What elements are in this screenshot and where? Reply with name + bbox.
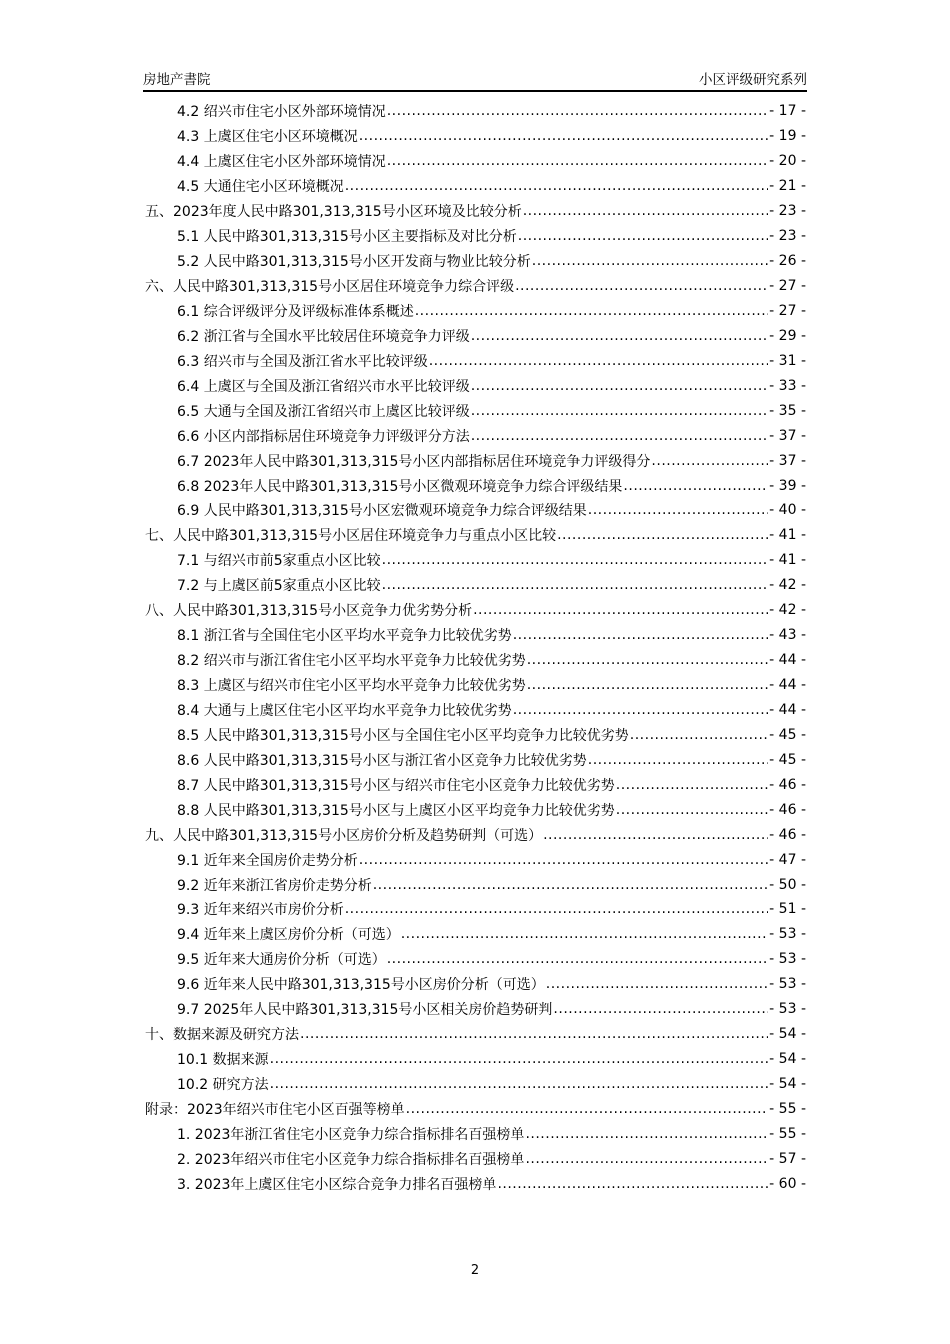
- toc-entry-page: - 41 -: [769, 552, 806, 569]
- toc-entry-title: 10.2 研究方法: [177, 1077, 269, 1094]
- toc-entry-page: - 37 -: [769, 452, 806, 469]
- dot-leader: [616, 777, 768, 793]
- toc-entry-page: - 43 -: [769, 627, 806, 644]
- toc-entry-page: - 54 -: [769, 1076, 806, 1093]
- toc-entry-title: 4.2 绍兴市住宅小区外部环境情况: [177, 104, 386, 121]
- dot-leader: [471, 378, 768, 394]
- toc-entry-page: - 29 -: [769, 327, 806, 344]
- header-series: 小区评级研究系列: [699, 72, 807, 88]
- toc-entry[interactable]: [145, 872, 806, 897]
- toc-entry-page: - 53 -: [769, 1001, 806, 1018]
- toc-entry-page: - 21 -: [769, 178, 806, 195]
- dot-leader: [588, 502, 768, 518]
- dot-leader: [300, 1026, 768, 1042]
- toc-entry[interactable]: [145, 224, 806, 249]
- toc-entry-title: 10.1 数据来源: [177, 1052, 269, 1069]
- toc-entry[interactable]: [145, 323, 806, 348]
- toc-entry-page: - 27 -: [769, 302, 806, 319]
- toc-entry-page: - 53 -: [769, 926, 806, 943]
- toc-entry-title: 6.1 综合评级评分及评级标准体系概述: [177, 303, 414, 320]
- dot-leader: [471, 428, 768, 444]
- toc-entry-page: - 54 -: [769, 1051, 806, 1068]
- toc-entry-title: 8.4 大通与上虞区住宅小区平均水平竞争力比较优劣势: [177, 702, 512, 719]
- toc-entry-title: 6.6 小区内部指标居住环境竞争力评级评分方法: [177, 428, 470, 445]
- dot-leader: [359, 852, 768, 868]
- dot-leader: [623, 478, 768, 494]
- dot-leader: [415, 303, 768, 319]
- toc-entry-page: - 53 -: [769, 951, 806, 968]
- toc-entry-title: 6.7 2023年人民中路301,313,315号小区内部指标居住环境竞争力评级得分: [177, 453, 651, 470]
- toc-entry[interactable]: [145, 1171, 806, 1196]
- toc-entry-page: - 45 -: [769, 751, 806, 768]
- dot-leader: [553, 1001, 768, 1017]
- dot-leader: [270, 1051, 769, 1067]
- toc-entry-title: 九、人民中路301,313,315号小区房价分析及趋势研判（可选）: [145, 827, 543, 844]
- toc-entry-page: - 31 -: [769, 352, 806, 369]
- toc-entry-title: 9.5 近年来大通房价分析（可选）: [177, 952, 386, 969]
- toc-entry-page: - 50 -: [769, 876, 806, 893]
- toc-entry-title: 6.2 浙江省与全国水平比较居住环境竞争力评级: [177, 328, 470, 345]
- toc-entry-title: 9.6 近年来人民中路301,313,315号小区房价分析（可选）: [177, 977, 545, 994]
- toc-entry[interactable]: [145, 249, 806, 274]
- toc-entry[interactable]: [145, 124, 806, 149]
- toc-entry-page: - 40 -: [769, 502, 806, 519]
- toc-entry-title: 六、人民中路301,313,315号小区居住环境竞争力综合评级: [145, 279, 515, 296]
- toc-entry[interactable]: [145, 997, 806, 1022]
- dot-leader: [471, 403, 768, 419]
- toc-entry-title: 7.2 与上虞区前5家重点小区比较: [177, 578, 381, 595]
- toc-entry[interactable]: [145, 448, 806, 473]
- dot-leader: [513, 702, 768, 718]
- toc-entry-title: 9.4 近年来上虞区房价分析（可选）: [177, 927, 400, 944]
- toc-entry[interactable]: [145, 598, 806, 623]
- toc-entry-page: - 19 -: [769, 128, 806, 145]
- dot-leader: [543, 827, 768, 843]
- dot-leader: [525, 1151, 768, 1167]
- toc-entry[interactable]: [145, 1121, 806, 1146]
- toc-entry-page: - 17 -: [769, 103, 806, 120]
- toc-entry-title: 五、2023年度人民中路301,313,315号小区环境及比较分析: [145, 204, 522, 221]
- toc-entry-page: - 46 -: [769, 776, 806, 793]
- toc-entry[interactable]: [145, 847, 806, 872]
- dot-leader: [429, 353, 768, 369]
- toc-entry[interactable]: [145, 348, 806, 373]
- toc-entry-page: - 55 -: [769, 1125, 806, 1142]
- toc-entry-page: - 39 -: [769, 477, 806, 494]
- dot-leader: [373, 877, 768, 893]
- dot-leader: [616, 802, 768, 818]
- toc-entry[interactable]: [145, 623, 806, 648]
- dot-leader: [630, 727, 768, 743]
- toc-entry[interactable]: [145, 673, 806, 698]
- toc-entry-title: 9.2 近年来浙江省房价走势分析: [177, 877, 372, 894]
- toc-entry[interactable]: [145, 523, 806, 548]
- toc-entry[interactable]: [145, 548, 806, 573]
- toc-entry[interactable]: [145, 772, 806, 797]
- dot-leader: [525, 1126, 768, 1142]
- dot-leader: [557, 527, 768, 543]
- dot-leader: [387, 103, 768, 119]
- toc-entry-page: - 33 -: [769, 377, 806, 394]
- dot-leader: [523, 203, 768, 219]
- page-number: 2: [470, 1263, 480, 1278]
- toc-entry[interactable]: [145, 199, 806, 224]
- dot-leader: [651, 453, 768, 469]
- toc-entry[interactable]: [145, 822, 806, 847]
- toc-entry-title: 4.3 上虞区住宅小区环境概况: [177, 129, 358, 146]
- dot-leader: [527, 677, 768, 693]
- toc-entry-title: 附录：2023年绍兴市住宅小区百强等榜单: [145, 1101, 405, 1118]
- toc-entry-page: - 23 -: [769, 203, 806, 220]
- dot-leader: [515, 278, 768, 294]
- dot-leader: [406, 1101, 769, 1117]
- toc-entry-title: 6.5 大通与全国及浙江省绍兴市上虞区比较评级: [177, 403, 470, 420]
- toc-entry[interactable]: [145, 972, 806, 997]
- toc-entry-title: 2. 2023年绍兴市住宅小区竞争力综合指标排名百强榜单: [177, 1151, 525, 1168]
- toc-entry-title: 6.9 人民中路301,313,315号小区宏微观环境竞争力综合评级结果: [177, 503, 587, 520]
- toc-entry[interactable]: [145, 947, 806, 972]
- toc-entry[interactable]: [145, 1022, 806, 1047]
- toc-entry-page: - 35 -: [769, 402, 806, 419]
- toc-entry-title: 8.5 人民中路301,313,315号小区与全国住宅小区平均竞争力比较优劣势: [177, 727, 629, 744]
- toc-entry-page: - 20 -: [769, 153, 806, 170]
- dot-leader: [382, 552, 769, 568]
- toc-entry-title: 4.5 大通住宅小区环境概况: [177, 179, 344, 196]
- dot-leader: [345, 901, 768, 917]
- toc-entry[interactable]: [145, 149, 806, 174]
- toc-entry-title: 1. 2023年浙江省住宅小区竞争力综合指标排名百强榜单: [177, 1126, 525, 1143]
- toc-entry[interactable]: [145, 722, 806, 747]
- toc-entry-page: - 23 -: [769, 228, 806, 245]
- toc-entry-title: 5.1 人民中路301,313,315号小区主要指标及对比分析: [177, 229, 517, 246]
- toc-entry[interactable]: [145, 1072, 806, 1097]
- toc-entry-title: 十、数据来源及研究方法: [145, 1027, 299, 1044]
- dot-leader: [527, 652, 768, 668]
- toc-entry-page: - 44 -: [769, 652, 806, 669]
- dot-leader: [546, 976, 768, 992]
- toc-entry-page: - 44 -: [769, 701, 806, 718]
- toc-entry-page: - 45 -: [769, 726, 806, 743]
- toc-entry[interactable]: [145, 373, 806, 398]
- toc-entry-page: - 47 -: [769, 851, 806, 868]
- toc-entry[interactable]: [145, 473, 806, 498]
- toc-entry[interactable]: [145, 797, 806, 822]
- dot-leader: [345, 178, 768, 194]
- toc-entry-title: 七、人民中路301,313,315号小区居住环境竞争力与重点小区比较: [145, 528, 557, 545]
- toc-entry-page: - 42 -: [769, 577, 806, 594]
- toc-entry[interactable]: [145, 573, 806, 598]
- toc-entry-page: - 41 -: [769, 527, 806, 544]
- toc-entry-title: 8.8 人民中路301,313,315号小区与上虞区小区平均竞争力比较优劣势: [177, 802, 615, 819]
- toc-entry-title: 6.3 绍兴市与全国及浙江省水平比较评级: [177, 353, 428, 370]
- header-publisher: 房地产書院: [143, 72, 211, 88]
- toc-entry-page: - 53 -: [769, 976, 806, 993]
- toc-entry-title: 4.4 上虞区住宅小区外部环境情况: [177, 154, 386, 171]
- toc-entry-title: 3. 2023年上虞区住宅小区综合竞争力排名百强榜单: [177, 1176, 497, 1193]
- toc-entry-title: 7.1 与绍兴市前5家重点小区比较: [177, 553, 381, 570]
- toc-entry-page: - 60 -: [769, 1175, 806, 1192]
- table-of-contents: [145, 99, 806, 1196]
- toc-entry-title: 8.3 上虞区与绍兴市住宅小区平均水平竞争力比较优劣势: [177, 678, 526, 695]
- dot-leader: [518, 228, 768, 244]
- toc-entry-title: 6.8 2023年人民中路301,313,315号小区微观环境竞争力综合评级结果: [177, 478, 623, 495]
- page-header: [143, 66, 807, 92]
- toc-entry-page: - 42 -: [769, 602, 806, 619]
- toc-entry-page: - 55 -: [769, 1100, 806, 1117]
- toc-entry-title: 6.4 上虞区与全国及浙江省绍兴市水平比较评级: [177, 378, 470, 395]
- toc-entry[interactable]: [145, 648, 806, 673]
- dot-leader: [473, 602, 768, 618]
- toc-entry[interactable]: [145, 1097, 806, 1122]
- toc-entry[interactable]: [145, 1047, 806, 1072]
- toc-entry[interactable]: [145, 398, 806, 423]
- dot-leader: [513, 627, 768, 643]
- dot-leader: [532, 253, 768, 269]
- toc-entry[interactable]: [145, 1146, 806, 1171]
- toc-entry-page: - 27 -: [769, 278, 806, 295]
- toc-entry-title: 9.7 2025年人民中路301,313,315号小区相关房价趋势研判: [177, 1002, 553, 1019]
- toc-entry-page: - 54 -: [769, 1026, 806, 1043]
- dot-leader: [382, 577, 769, 593]
- dot-leader: [270, 1076, 769, 1092]
- toc-entry-page: - 57 -: [769, 1150, 806, 1167]
- toc-entry-page: - 46 -: [769, 826, 806, 843]
- toc-entry[interactable]: [145, 174, 806, 199]
- toc-entry[interactable]: [145, 698, 806, 723]
- toc-entry-title: 9.1 近年来全国房价走势分析: [177, 852, 358, 869]
- toc-entry[interactable]: [145, 922, 806, 947]
- dot-leader: [387, 951, 768, 967]
- dot-leader: [497, 1176, 768, 1192]
- toc-entry-title: 9.3 近年来绍兴市房价分析: [177, 902, 344, 919]
- toc-entry[interactable]: [145, 423, 806, 448]
- dot-leader: [588, 752, 768, 768]
- dot-leader: [359, 128, 768, 144]
- toc-entry[interactable]: [145, 897, 806, 922]
- toc-entry-page: - 51 -: [769, 901, 806, 918]
- dot-leader: [471, 328, 768, 344]
- toc-entry-title: 8.6 人民中路301,313,315号小区与浙江省小区竞争力比较优劣势: [177, 752, 587, 769]
- toc-entry-page: - 37 -: [769, 427, 806, 444]
- toc-entry[interactable]: [145, 274, 806, 299]
- toc-entry-page: - 44 -: [769, 677, 806, 694]
- toc-entry-title: 8.1 浙江省与全国住宅小区平均水平竞争力比较优劣势: [177, 628, 512, 645]
- dot-leader: [387, 153, 768, 169]
- toc-entry-title: 八、人民中路301,313,315号小区竞争力优劣势分析: [145, 603, 473, 620]
- dot-leader: [401, 926, 768, 942]
- toc-entry[interactable]: [145, 498, 806, 523]
- toc-entry[interactable]: [145, 99, 806, 124]
- toc-entry-page: - 26 -: [769, 253, 806, 270]
- toc-entry[interactable]: [145, 747, 806, 772]
- toc-entry-title: 8.2 绍兴市与浙江省住宅小区平均水平竞争力比较优劣势: [177, 653, 526, 670]
- toc-entry[interactable]: [145, 299, 806, 324]
- toc-entry-title: 5.2 人民中路301,313,315号小区开发商与物业比较分析: [177, 254, 531, 271]
- toc-entry-title: 8.7 人民中路301,313,315号小区与绍兴市住宅小区竞争力比较优劣势: [177, 777, 615, 794]
- toc-entry-page: - 46 -: [769, 801, 806, 818]
